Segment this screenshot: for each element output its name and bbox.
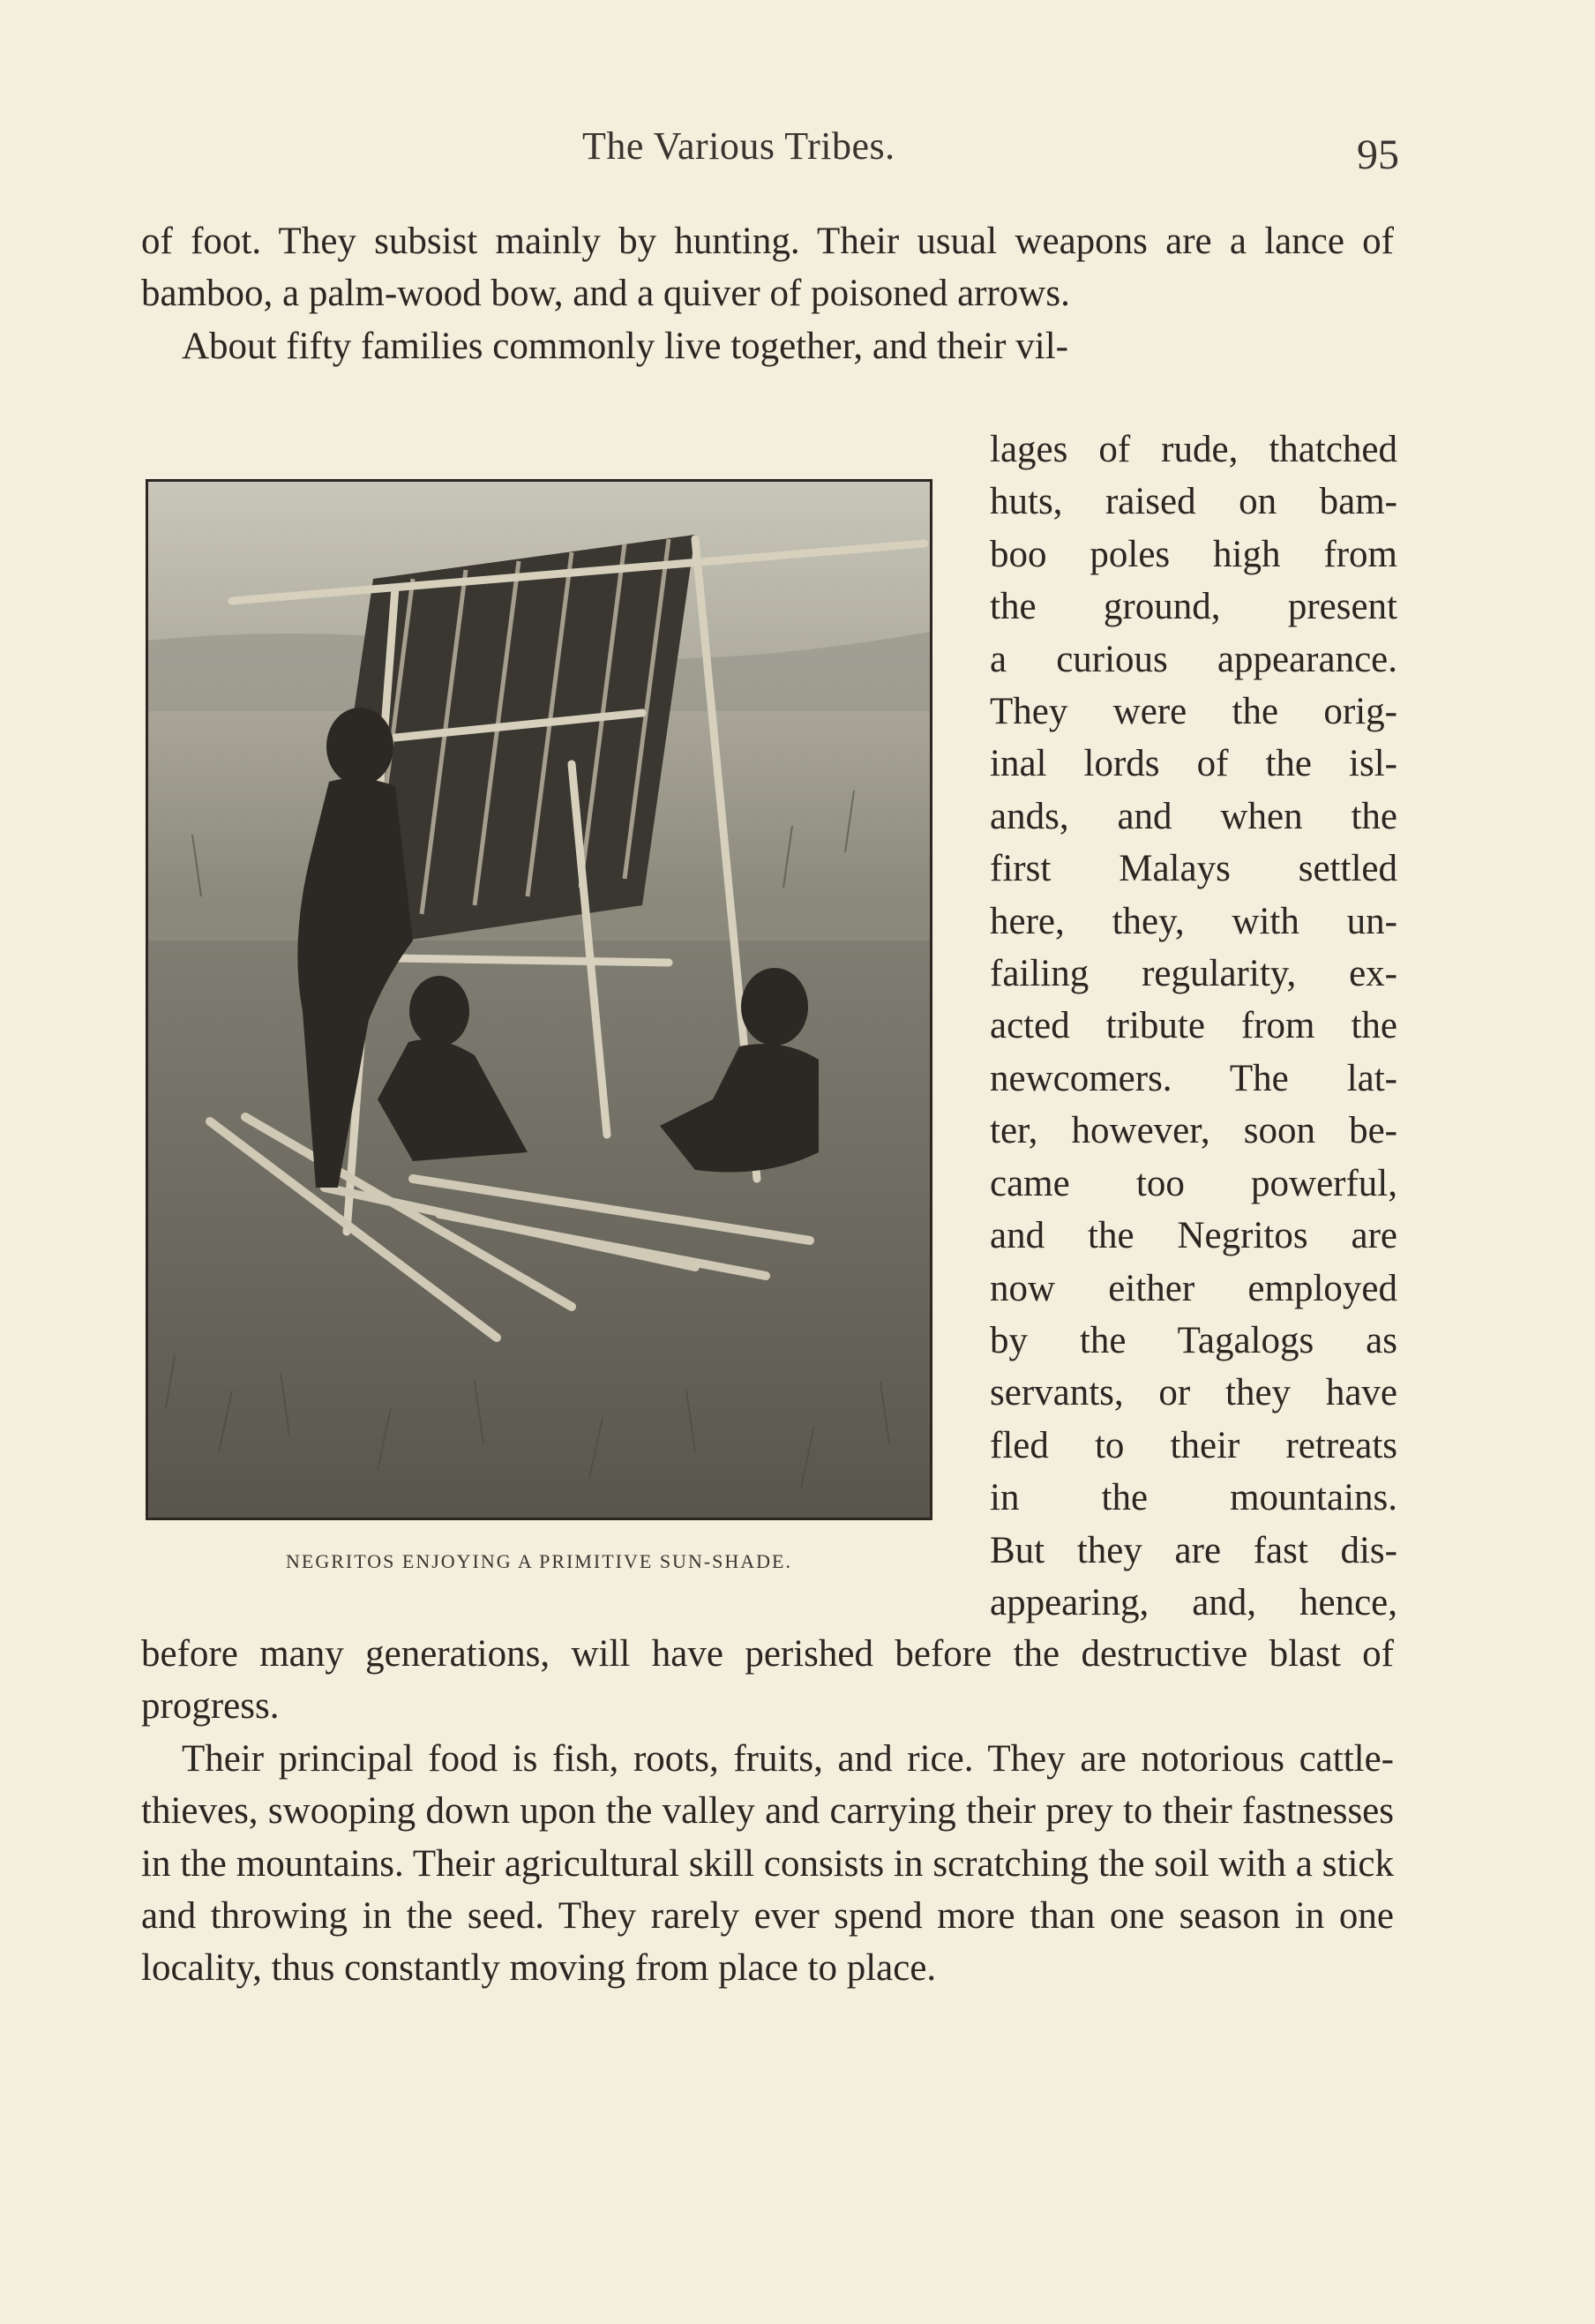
- paragraph-3: Their principal food is fish, roots, fruits, and rice. They are notorious cattle-thieves, swooping down upon the valley and carrying their prey to their fastnesses in the mountains. Their agricultural skill consists in scratching the soil with a stick and throwing in the seed. They rarely ever spend more than one season in one locality, thus constantly moving from place to place.: [141, 1737, 1394, 1990]
- wrap-line: acted tribute from the: [990, 1005, 1397, 1047]
- wrap-line: a curious appearance.: [990, 638, 1397, 680]
- wrap-line: ands, and when the: [990, 795, 1397, 837]
- wrap-line: huts, raised on bam-: [990, 481, 1397, 523]
- wrap-line: But they are fast dis-: [990, 1529, 1397, 1571]
- figure-caption: NEGRITOS ENJOYING A PRIMITIVE SUN-SHADE.: [286, 1550, 792, 1572]
- text-top: [141, 215, 1394, 372]
- running-title: The Various Tribes.: [582, 124, 895, 168]
- wrap-line: newcomers. The lat-: [990, 1057, 1397, 1099]
- text-bottom: [141, 1628, 1394, 1995]
- wrap-line: They were the orig-: [990, 691, 1397, 733]
- wrap-line: here, they, with un-: [990, 900, 1397, 942]
- wrap-line: the ground, present: [990, 586, 1397, 628]
- photograph-illustration: [148, 482, 930, 1518]
- photograph: [146, 479, 932, 1520]
- paragraph-2-end: before many generations, will have perished before the destructive blast of progress.: [141, 1633, 1394, 1728]
- page-number: 95: [1357, 131, 1399, 178]
- paragraph-2-start: About fifty families commonly live together, and their vil-: [182, 325, 1068, 367]
- wrap-line: failing regularity, ex-: [990, 953, 1397, 995]
- wrapped-text-column: [990, 424, 1397, 1629]
- wrap-line: and the Negritos are: [990, 1215, 1397, 1257]
- wrap-line: came too powerful,: [990, 1162, 1397, 1204]
- wrap-line: first Malays settled: [990, 848, 1397, 890]
- wrap-line: boo poles high from: [990, 533, 1397, 575]
- wrap-line: lages of rude, thatched: [990, 429, 1397, 470]
- wrap-line: fled to their retreats: [990, 1424, 1397, 1466]
- wrap-line: now either employed: [990, 1267, 1397, 1309]
- wrap-line: appearing, and, hence,: [990, 1581, 1397, 1623]
- wrap-line: by the Tagalogs as: [990, 1319, 1397, 1361]
- wrap-line: ter, however, soon be-: [990, 1110, 1397, 1152]
- wrap-line: servants, or they have: [990, 1372, 1397, 1414]
- wrap-line: inal lords of the isl-: [990, 743, 1397, 785]
- wrap-line: in the mountains.: [990, 1477, 1397, 1519]
- paragraph-1: of foot. They subsist mainly by hunting. Their usual weapons are a lance of bamboo, a palm-wood bow, and a quiver of poisoned arrows.: [141, 221, 1394, 315]
